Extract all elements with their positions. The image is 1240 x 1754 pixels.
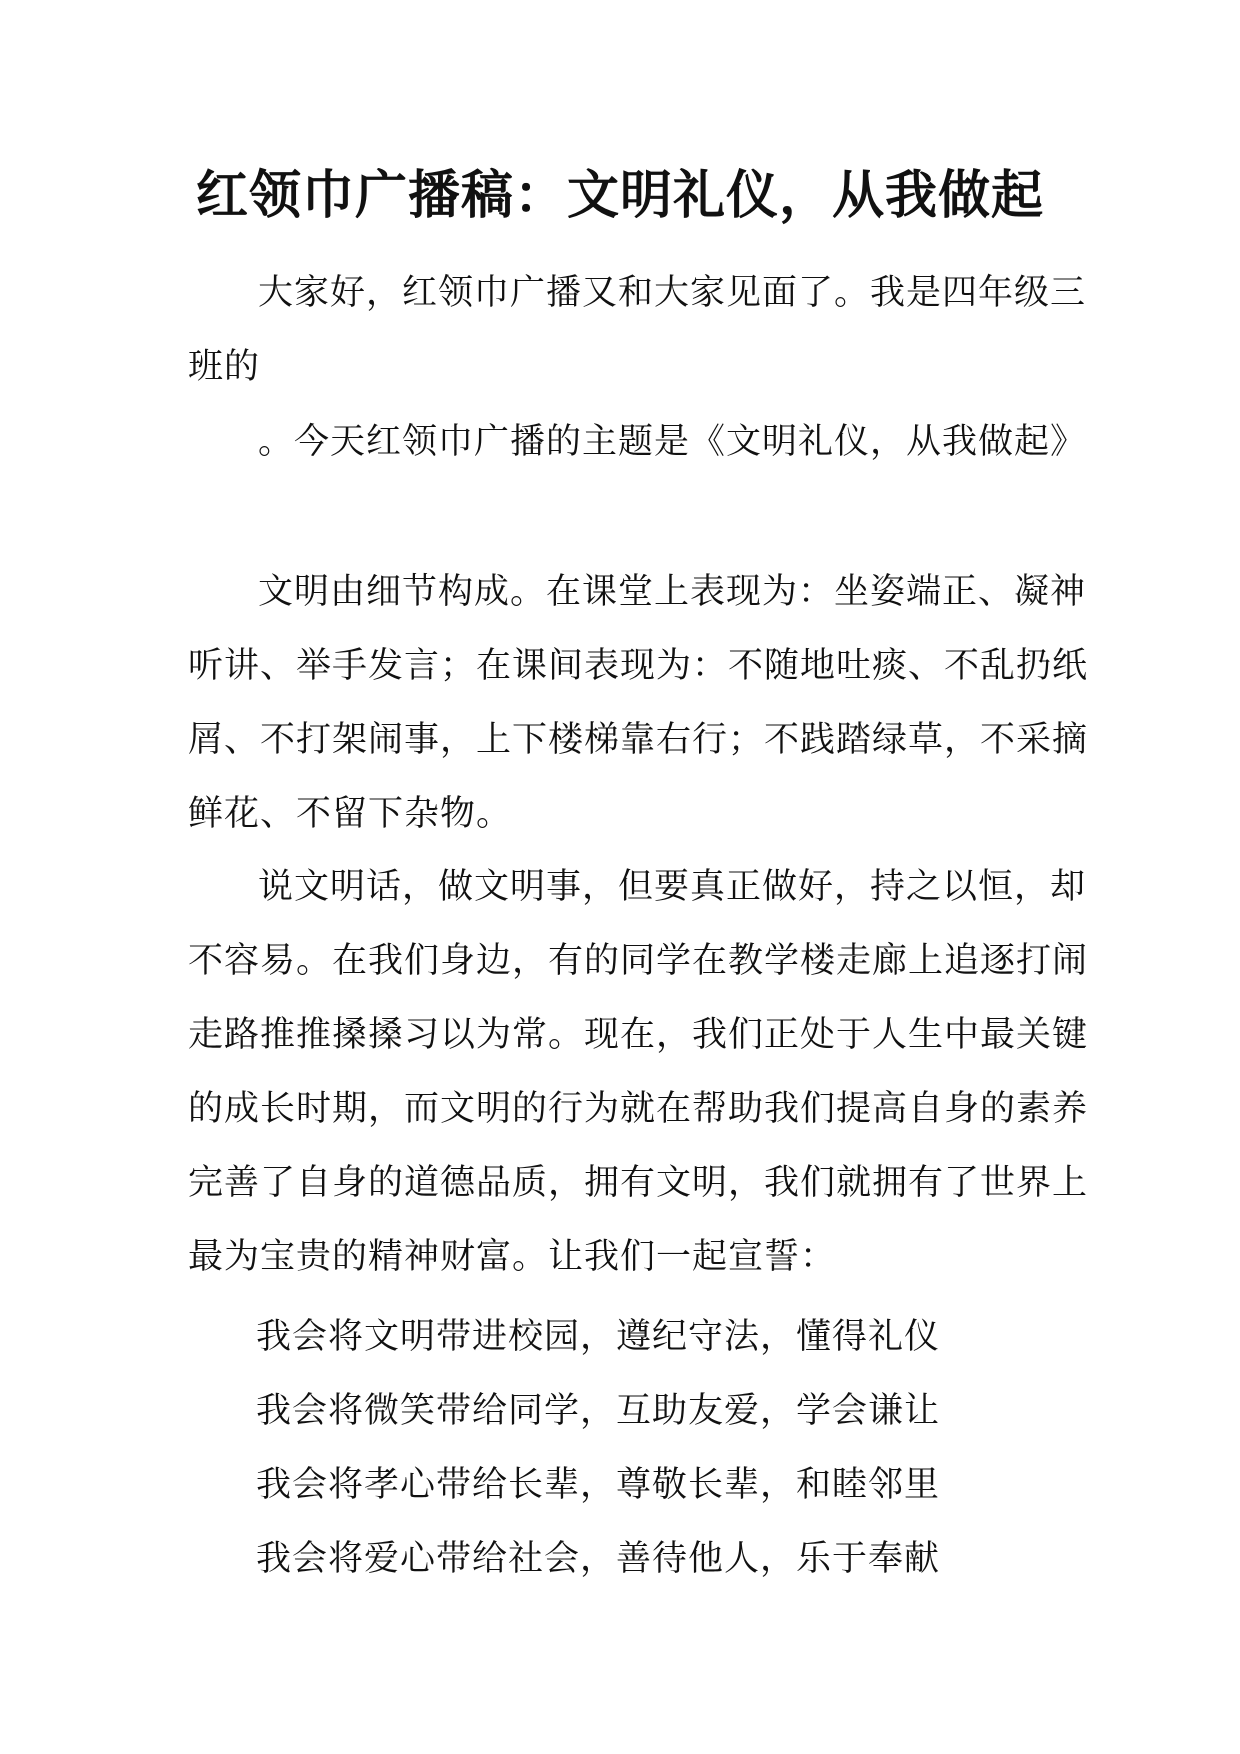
paragraph-line: 说文明话，做文明事，但要真正做好，持之以恒，却: [258, 867, 1087, 907]
paragraph-line: 。今天红领巾广播的主题是《文明礼仪，从我做起》: [258, 422, 1087, 462]
paragraph-line: 班的: [188, 347, 261, 387]
paragraph-line: 文明由细节构成。在课堂上表现为：坐姿端正、凝神: [258, 572, 1087, 612]
paragraph-line: 最为宝贵的精神财富。让我们一起宣誓：: [188, 1237, 837, 1277]
paragraph-greeting: [188, 256, 1087, 404]
vow-line: 我会将爱心带给社会，善待他人，乐于奉献: [256, 1539, 941, 1579]
paragraph-line: 屑、不打架闹事，上下楼梯靠右行；不践踏绿草，不采摘: [188, 720, 1089, 760]
paragraph-line: 鲜花、不留下杂物。: [188, 794, 513, 834]
paragraph-details: [188, 555, 1089, 851]
vow-line: 我会将微笑带给同学，互助友爱，学会谦让: [256, 1391, 941, 1431]
paragraph-line: 听讲、举手发言；在课间表现为：不随地吐痰、不乱扔纸: [188, 646, 1089, 686]
paragraph-persistence: [188, 850, 1089, 1294]
vow-line: 我会将孝心带给长辈，尊敬长辈，和睦邻里: [256, 1465, 941, 1505]
paragraph-topic: [188, 405, 1087, 479]
document-title: 红领巾广播稿：文明礼仪，从我做起: [195, 166, 1044, 226]
paragraph-line: 走路推推搡搡习以为常。现在，我们正处于人生中最关键: [188, 1015, 1089, 1055]
vow-line: 我会将文明带进校园，遵纪守法，懂得礼仪: [256, 1317, 941, 1357]
paragraph-line: 的成长时期，而文明的行为就在帮助我们提高自身的素养: [188, 1089, 1089, 1129]
paragraph-line: 完善了自身的道德品质，拥有文明，我们就拥有了世界上: [188, 1163, 1089, 1203]
paragraph-line: 大家好，红领巾广播又和大家见面了。我是四年级三: [258, 273, 1087, 313]
paragraph-line: 不容易。在我们身边，有的同学在教学楼走廊上追逐打闹: [188, 941, 1089, 981]
